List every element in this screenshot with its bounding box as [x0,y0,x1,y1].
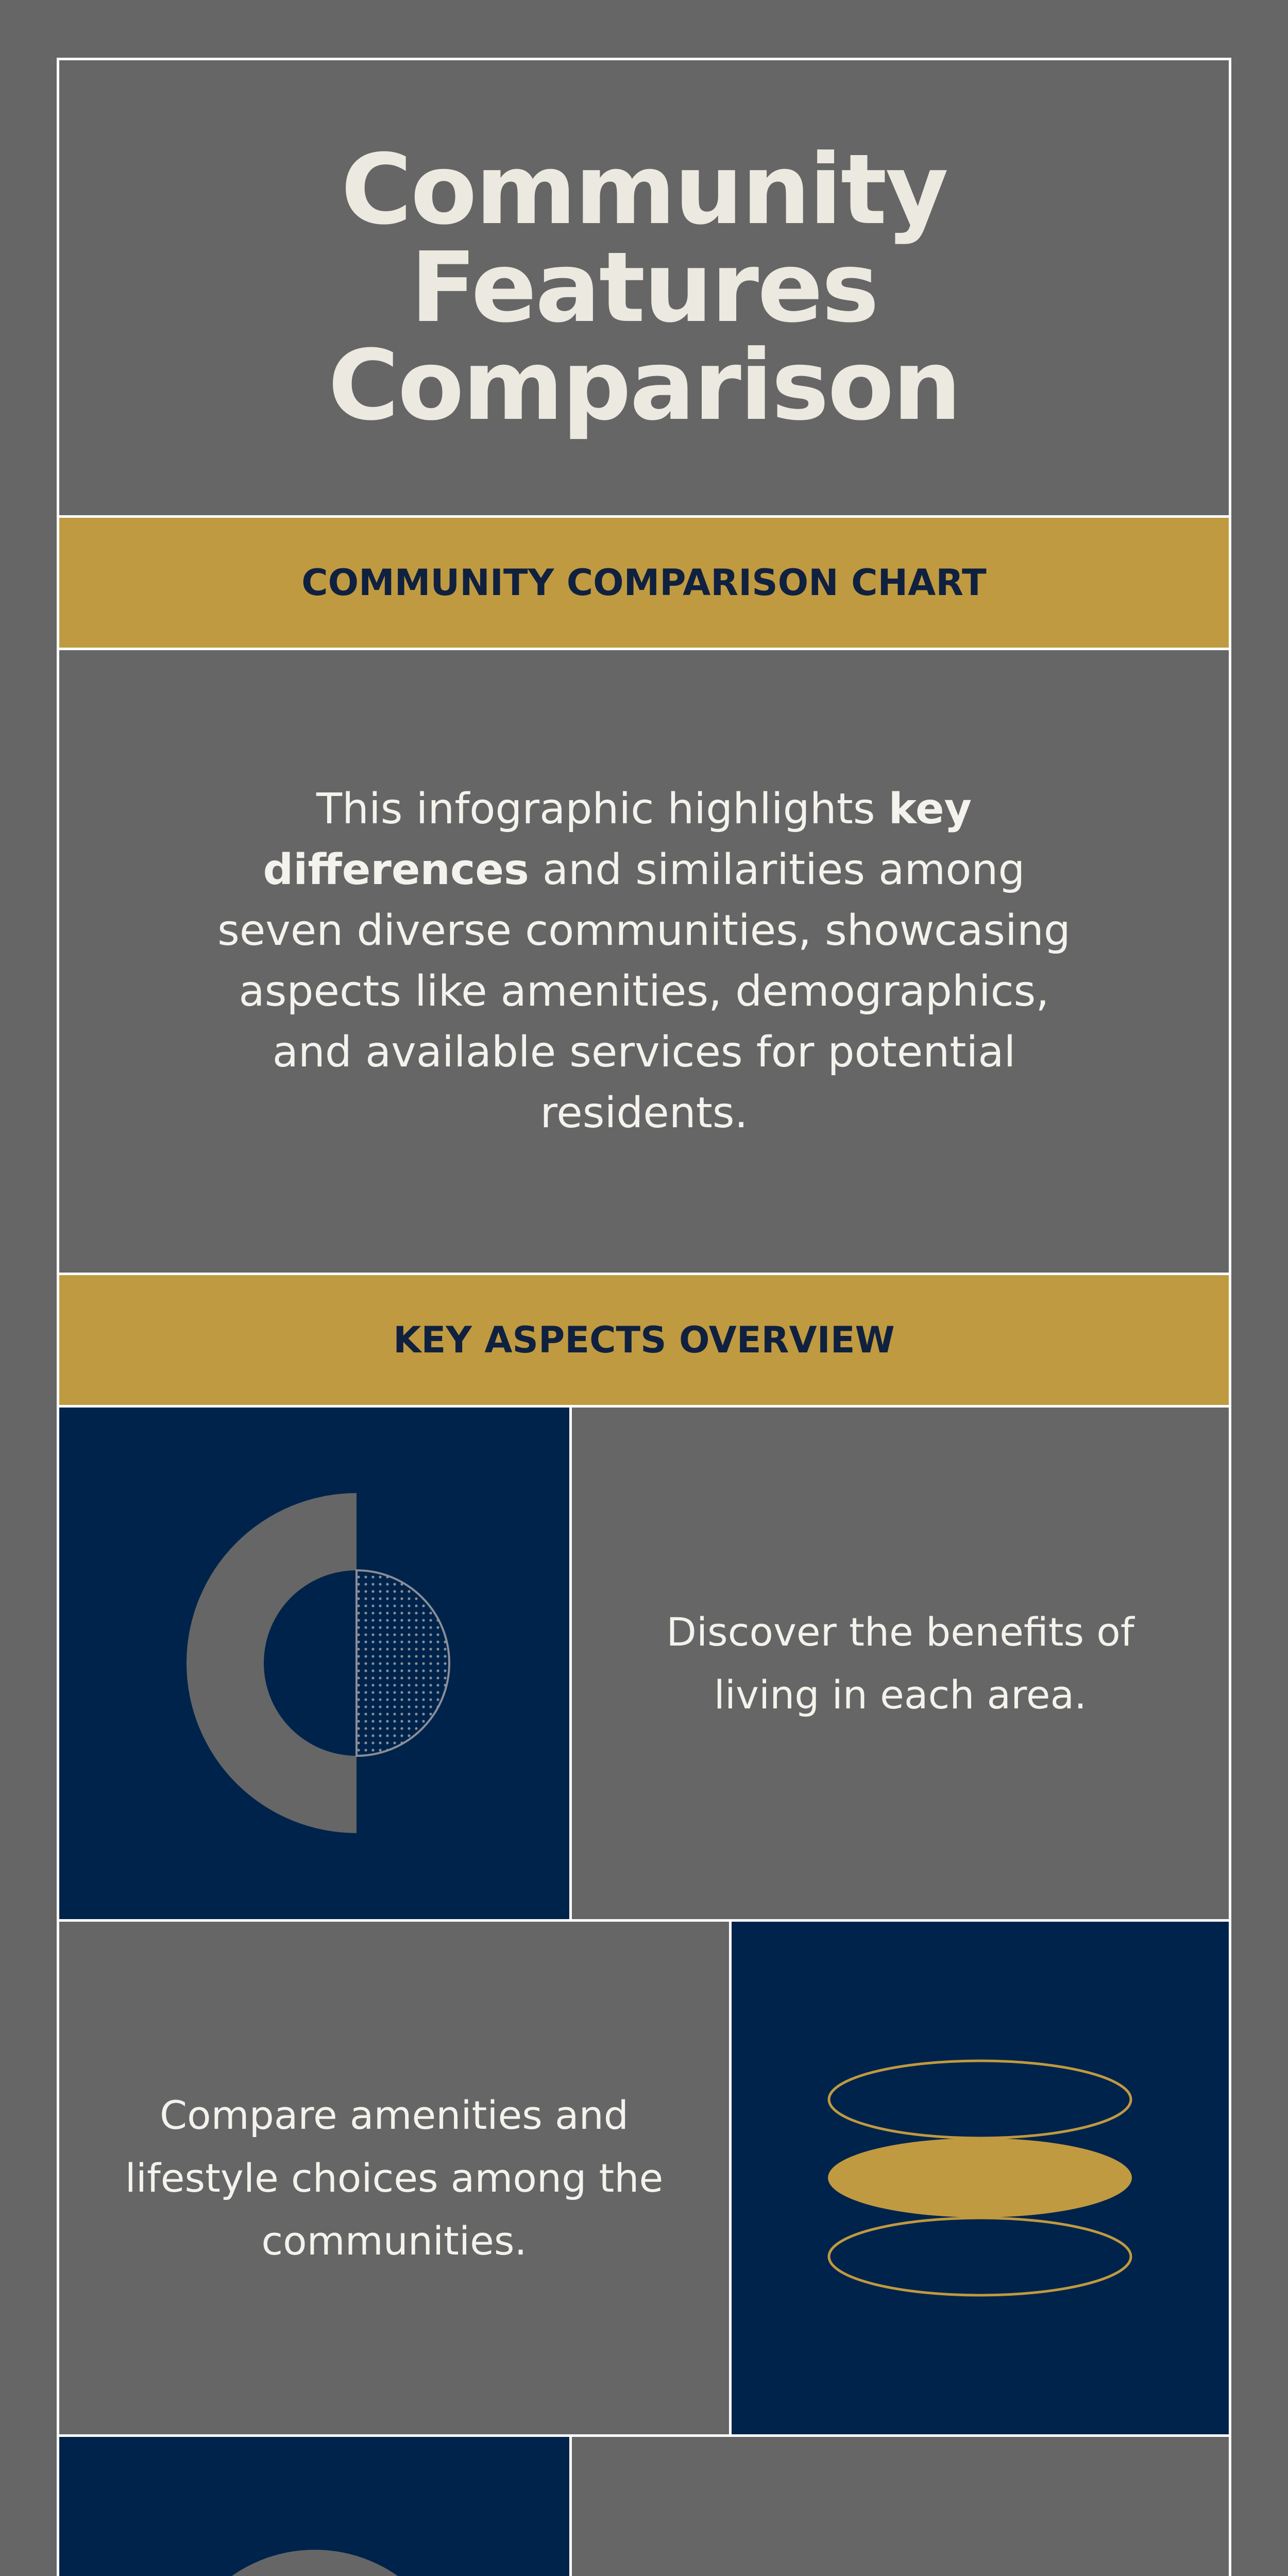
aspect-2-graphic-panel [732,1922,1229,2434]
title-line-1: Community [341,133,947,246]
title-line-2: Features [410,231,878,344]
intro-paragraph [59,650,1229,1273]
intro-text-end: and similarities among seven diverse communities, showcasing aspects like amenities, demographics, and available services for potential residents. [217,845,1071,1138]
intro-text-bold: key differences [263,785,972,894]
chart-banner [59,518,1229,648]
chart-banner-label: COMMUNITY COMPARISON CHART [301,562,987,604]
aspect-1-text: Discover the benefits of living in each area. [666,1608,1134,1718]
intro-text-start: This infographic highlights [316,785,889,834]
aspect-1-text-panel [572,1408,1229,1919]
aspect-3-text-panel [572,2437,1229,2576]
overview-banner [59,1275,1229,1405]
aspect-2-text-panel [59,1922,729,2434]
overview-banner-label: KEY ASPECTS OVERVIEW [393,1319,895,1361]
aspect-1-graphic-panel [59,1408,569,1919]
page-title [59,60,1229,515]
infographic-frame [57,58,1231,2576]
title-line-3: Comparison [328,329,960,442]
aspect-3-graphic-panel [59,2437,569,2576]
stacked-semicircles-icon [59,2437,569,2576]
stacked-ellipses-icon [732,1922,1229,2434]
half-ring-dotted-circle-icon [59,1408,569,1919]
aspect-2-text: Compare amenities and lifestyle choices among the communities. [125,2092,664,2264]
